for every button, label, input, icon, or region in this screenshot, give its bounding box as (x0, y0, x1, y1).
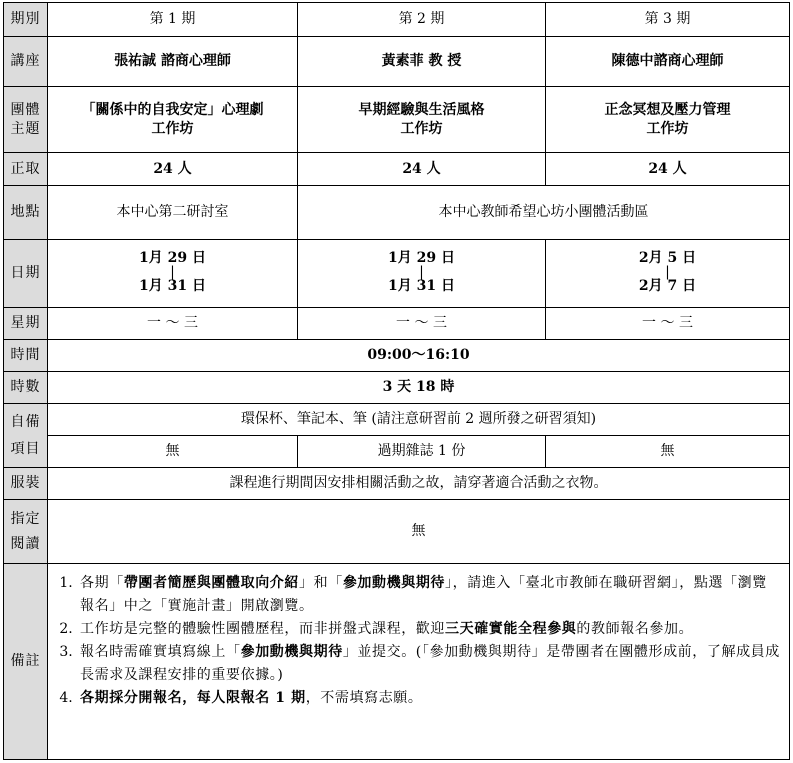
period-2-item: 過期雜誌 1 份 (298, 436, 546, 468)
period-1-theme-line-2: 工作坊 (151, 120, 194, 137)
header-items (4, 404, 48, 468)
note-number: 4. (59, 690, 73, 706)
note-text-part: 」和「 (299, 575, 343, 591)
note-text-part: 報名時需確實填寫線上「 (80, 644, 241, 660)
note-text-part: ，不需填寫志願。 (305, 690, 423, 706)
period-3-theme-line-1: 正念冥想及壓力管理 (604, 101, 731, 118)
period-1-theme-line-1: 「關係中的自我安定」心理劇 (81, 101, 264, 118)
header-weekday: 星期 (4, 308, 48, 340)
row-items-per-period (4, 436, 790, 468)
header-notes: 備註 (4, 564, 48, 760)
period-3-item: 無 (546, 436, 790, 468)
header-enroll: 正取 (4, 153, 48, 186)
row-theme (4, 87, 790, 153)
reading-value: 無 (48, 500, 790, 564)
note-item (52, 618, 781, 641)
period-1-enroll: 24 人 (48, 153, 298, 186)
period-3-theme-line-2: 工作坊 (646, 120, 689, 137)
row-enroll (4, 153, 790, 186)
note-text-part: 」，請進入「臺北市教師在職研習網」，點選「瀏覽報名」中之「實施計畫」開啟瀏覽。 (80, 575, 767, 614)
header-location: 地點 (4, 186, 48, 240)
row-time (4, 340, 790, 372)
note-text-part: 工作坊是完整的體驗性團體歷程，而非拼盤式課程，歡迎 (80, 621, 445, 637)
note-number: 1. (59, 575, 73, 591)
period-1-item: 無 (48, 436, 298, 468)
period-3-name: 第 3 期 (546, 3, 790, 37)
period-3-weekday: 一 ～ 三 (546, 308, 790, 340)
period-2-date (298, 240, 546, 308)
period-3-enroll: 24 人 (546, 153, 790, 186)
period-1-date-end: 1月 31 日 (139, 278, 206, 294)
period-2-weekday: 一 ～ 三 (298, 308, 546, 340)
dress-value: 課程進行期間因安排相關活動之故，請穿著適合活動之衣物。 (48, 468, 790, 500)
note-text (80, 572, 781, 618)
header-theme (4, 87, 48, 153)
period-2-date-end: 1月 31 日 (388, 278, 455, 294)
row-weekday (4, 308, 790, 340)
header-theme-line-2: 主題 (10, 120, 41, 137)
period-3-lecturer: 陳德中諮商心理師 (546, 37, 790, 87)
header-reading-line-2: 閱讀 (10, 535, 41, 552)
header-theme-line-1: 團體 (10, 101, 41, 118)
period-1-date-separator: | (170, 264, 175, 280)
workshop-schedule-table (3, 2, 790, 760)
header-time: 時間 (4, 340, 48, 372)
row-period (4, 3, 790, 37)
notes-list-cell (48, 564, 790, 760)
row-dress (4, 468, 790, 500)
period-2-theme-line-1: 早期經驗與生活風格 (358, 101, 485, 118)
header-hours: 時數 (4, 372, 48, 404)
note-emphasis: 三天確實能全程參與 (445, 621, 577, 637)
header-reading-line-1: 指定 (10, 510, 41, 527)
header-reading (4, 500, 48, 564)
period-1-lecturer: 張祐誠 諮商心理師 (48, 37, 298, 87)
period-3-date (546, 240, 790, 308)
row-hours (4, 372, 790, 404)
note-text-part: 」並提交。(「參加動機與期待」是帶團者在團體形成前，了解成員成長需求及課程安排的重要依據。) (80, 644, 780, 683)
hours-value: 3 天 18 時 (48, 372, 790, 404)
row-location (4, 186, 790, 240)
note-text-part: 各期「 (80, 575, 124, 591)
note-emphasis: 參加動機與期待 (342, 575, 446, 591)
period-1-name: 第 1 期 (48, 3, 298, 37)
note-number: 2. (59, 621, 73, 637)
row-items-common (4, 404, 790, 436)
note-emphasis: 參加動機與期待 (240, 644, 343, 660)
row-lecturer (4, 37, 790, 87)
row-date (4, 240, 790, 308)
period-2-date-separator: | (419, 264, 424, 280)
items-common: 環保杯、筆記本、筆 (請注意研習前 2 週所發之研習須知) (48, 404, 790, 436)
period-2-theme-line-2: 工作坊 (400, 120, 443, 137)
header-items-line-1: 自備 (10, 413, 41, 430)
note-text (80, 641, 781, 687)
period-1-weekday: 一 ～ 三 (48, 308, 298, 340)
period-2-theme (298, 87, 546, 153)
time-value: 09:00～16:10 (48, 340, 790, 372)
period-3-date-separator: | (665, 264, 670, 280)
note-item (52, 572, 781, 618)
period-2-lecturer: 黃素菲 教 授 (298, 37, 546, 87)
note-item (52, 687, 781, 710)
row-reading (4, 500, 790, 564)
period-2-enroll: 24 人 (298, 153, 546, 186)
period-2-name: 第 2 期 (298, 3, 546, 37)
period-3-date-end: 2月 7 日 (638, 278, 697, 294)
period-1-theme (48, 87, 298, 153)
period-2-3-location: 本中心教師希望心坊小團體活動區 (298, 186, 790, 240)
note-text-part: 的教師報名參加。 (576, 621, 694, 637)
period-1-location: 本中心第二研討室 (48, 186, 298, 240)
period-3-theme (546, 87, 790, 153)
header-date: 日期 (4, 240, 48, 308)
note-number: 3. (59, 644, 73, 660)
note-text (80, 618, 781, 641)
note-emphasis: 各期採分開報名，每人限報名 1 期 (80, 690, 306, 706)
period-1-date-start: 1月 29 日 (139, 250, 206, 266)
header-period: 期別 (4, 3, 48, 37)
header-dress: 服裝 (4, 468, 48, 500)
notes-list (52, 572, 781, 710)
row-notes (4, 564, 790, 760)
note-emphasis: 帶團者簡歷與團體取向介紹 (123, 575, 300, 591)
note-text (80, 687, 781, 710)
header-lecturer: 講座 (4, 37, 48, 87)
period-2-date-start: 1月 29 日 (388, 250, 455, 266)
header-items-line-2: 項目 (10, 440, 41, 457)
note-item (52, 641, 781, 687)
period-1-date (48, 240, 298, 308)
period-3-date-start: 2月 5 日 (638, 250, 697, 266)
